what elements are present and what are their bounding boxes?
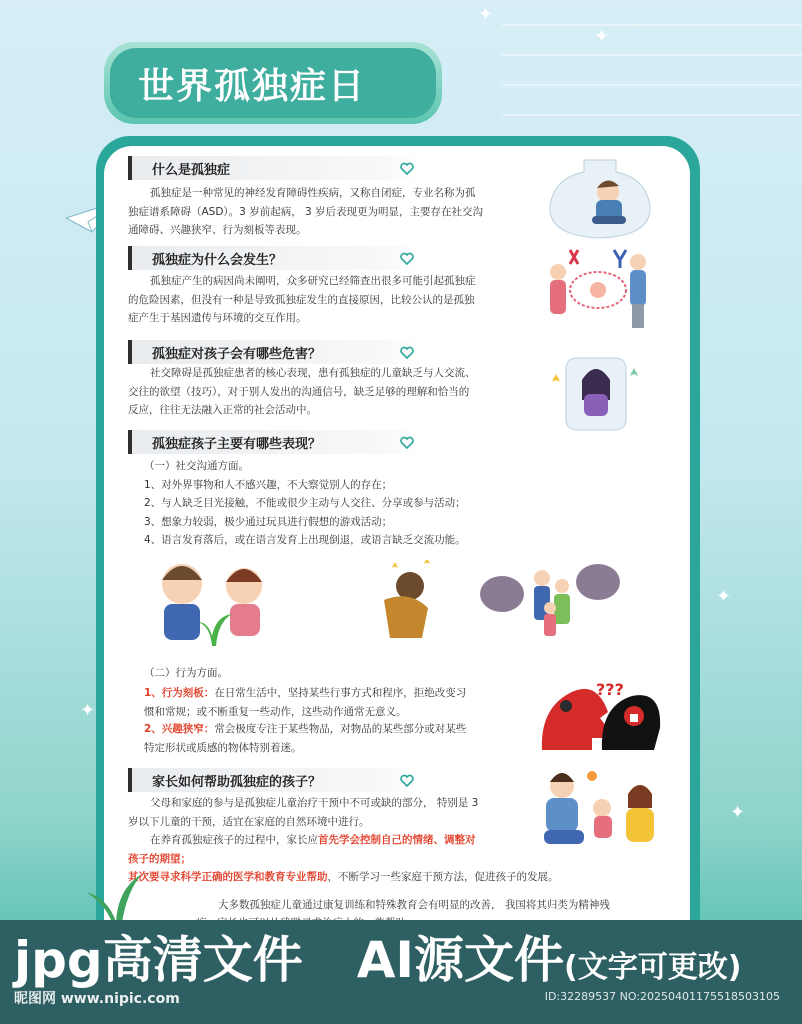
bg-stripe: [502, 84, 802, 86]
genetics-parents-illustration: [544, 244, 656, 330]
title-badge: [110, 48, 436, 118]
behavior-item-1: 1、行为刻板：在日常生活中，坚持某些行事方式和程序，拒绝改变习 惯和常规；或不断重复一些动作，这些动作通常无意义。: [144, 687, 467, 718]
paragraph: 孤独症是一种常见的神经发育障碍性疾病，又称自闭症，专业名称为孤 独症谱系障碍（ASD）。3 岁前起病， 3 岁后表现更为明显，主要存在社交沟 通障碍、兴趣狭窄、行为刻板等表现。: [128, 187, 484, 236]
behavior-item-2: 2、兴趣狭窄：常会极度专注于某些物品，对物品的某些部分或对某些 特定形状或质感的物体特别着迷。: [144, 723, 467, 754]
question-marks-icon: ???: [596, 680, 624, 699]
sad-girl-in-jar-illustration: [544, 352, 648, 434]
child-crouching-illustration: [370, 560, 442, 646]
sparkle-icon: ✦: [730, 802, 746, 823]
bg-stripe: [502, 54, 802, 56]
paragraph: 社交障碍是孤独症患者的核心表现，患有孤独症的儿童缺乏与人交流、 交往的欲望（技巧），对于别人发出的沟通信号，缺乏足够的理解和恰当的 反应，往往无法融入正常的社会活动中。: [128, 367, 476, 416]
footer-paragraph: 大多数孤独症儿童通过康复训练和特殊教育会有明显的改善， 我国将其归类为精神残: [218, 899, 610, 911]
paragraph: 孤独症产生的病因尚未阐明，众多研究已经筛查出很多可能引起孤独症 的危险因素，但没有一种是导致孤独症发生的直接原因，比较公认的是孤独 症产生于基因遗传与环境的交互作用。: [128, 275, 476, 324]
section-heading-symptoms: 孤独症孩子主要有哪些表现？: [128, 430, 422, 454]
sparkle-icon: ✦: [80, 700, 96, 721]
section-heading-why: 孤独症为什么会发生？: [128, 246, 422, 270]
bg-stripe: [502, 24, 802, 26]
heart-icon: [400, 252, 414, 266]
paragraph: （一）社交沟通方面。 1、对外界事物和人不感兴趣，不大察觉别人的存在； 2、与人缺乏目光接触，不能或很少主动与人交往、分享或参与活动； 3、想象力较弱，极少通过玩具进行假想的游戏活动； 4、语言发育落后，或在语言发育上出现倒退，或语言缺乏交流功能。: [144, 460, 466, 546]
family-playing-illustration: [538, 766, 664, 854]
sparkle-icon: ✦: [716, 586, 732, 607]
watermark: 昵图网 www.nipic.com: [14, 991, 180, 1007]
heart-icon: [400, 346, 414, 360]
section-heading-what: 什么是孤独症: [128, 156, 422, 180]
heart-icon: [400, 162, 414, 176]
behavior-title: （二）行为方面。: [144, 667, 228, 679]
sparkle-icon: ✦: [478, 4, 494, 25]
page-title: 世界孤独症日: [138, 65, 367, 107]
child-in-jar-illustration: [540, 158, 660, 240]
paragraph: 父母和家庭的参与是孤独症儿童治疗干预中不可或缺的部分， 特别是 3 岁以下儿童的干预，适宜在家庭的自然环境中进行。 在养育孤独症孩子的过程中，家长应首先学会控制自己的情绪、调整对 孩子的期望； 其次要寻求科学正确的医学和教育专业帮助，不断学习一些家庭干预方法，促进孩子的发展。: [128, 797, 559, 883]
promo-banner-text: jpg高清文件 AI源文件(文字可更改): [14, 931, 742, 989]
heart-icon: [400, 436, 414, 450]
children-with-plant-illustration: [148, 556, 268, 650]
image-id-line: ID:32289537 NO:20250401175518503105: [544, 990, 780, 1003]
family-conflict-illustration: [480, 556, 622, 646]
bg-stripe: [502, 114, 802, 116]
sparkle-icon: ✦: [594, 26, 610, 47]
heart-icon: [400, 774, 414, 788]
section-heading-parents: 家长如何帮助孤独症的孩子？: [128, 768, 422, 792]
section-heading-harm: 孤独症对孩子会有哪些危害？: [128, 340, 422, 364]
